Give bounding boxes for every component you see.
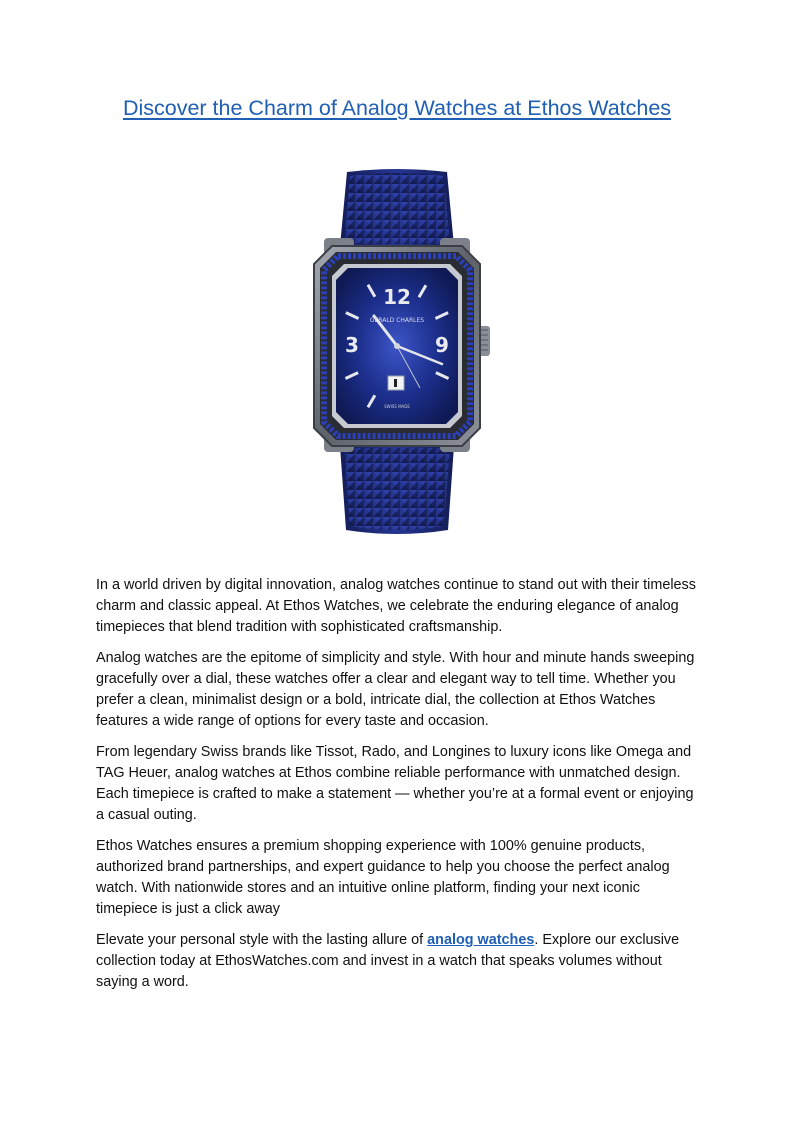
paragraph-experience: Ethos Watches ensures a premium shopping experience with 100% genuine products, authorized brand partnerships, and expert guidance to help you choose the perfect analog watch. With nationwide stores and an intuitive online platform, finding your next iconic timepiece is just a click away bbox=[96, 838, 670, 917]
upper-strap bbox=[340, 169, 454, 246]
article-body bbox=[96, 575, 702, 1003]
conclusion-text-end: . Explore our exclusive collection today at EthosWatches.com and invest in a watch that speaks volumes without saying a word. bbox=[96, 932, 680, 990]
paragraph-brands: From legendary Swiss brands like Tissot, Rado, and Longines to luxury icons like Omega and TAG Heuer, analog watches at Ethos combine reliable performance with unmatched design. Each timepiece is crafted to make a statement — whether you’re at a formal event or enjoying a casual outing. bbox=[96, 744, 694, 823]
svg-text:GERALD CHARLES: GERALD CHARLES bbox=[369, 317, 425, 324]
svg-text:3: 3 bbox=[345, 333, 359, 357]
svg-text:SWISS MADE: SWISS MADE bbox=[384, 404, 410, 409]
paragraph-conclusion bbox=[96, 930, 702, 993]
paragraph-intro: In a world driven by digital innovation, analog watches continue to stand out with their timeless charm and classic appeal. At Ethos Watches, we celebrate the enduring elegance of analog timepieces that blend tradition with sophisticated craftsmanship. bbox=[96, 577, 696, 635]
page-title[interactable]: Discover the Charm of Analog Watches at Ethos Watches bbox=[122, 96, 672, 120]
watch-dial bbox=[336, 268, 458, 424]
analog-watches-link[interactable]: analog watches bbox=[427, 932, 535, 948]
analog-watch-icon bbox=[292, 166, 502, 538]
conclusion-text-start: Elevate your personal style with the lasting allure of bbox=[96, 932, 428, 948]
lower-strap bbox=[340, 446, 454, 534]
svg-text:12: 12 bbox=[383, 285, 411, 309]
svg-text:9: 9 bbox=[435, 333, 449, 357]
paragraph-style: Analog watches are the epitome of simplicity and style. With hour and minute hands sweeping gracefully over a dial, these watches offer a clear and elegant way to tell time. Whether you prefer a clean, minimalist design or a bold, intricate dial, the collection at Ethos Watches features a wide range of options for every taste and occasion. bbox=[96, 650, 695, 729]
